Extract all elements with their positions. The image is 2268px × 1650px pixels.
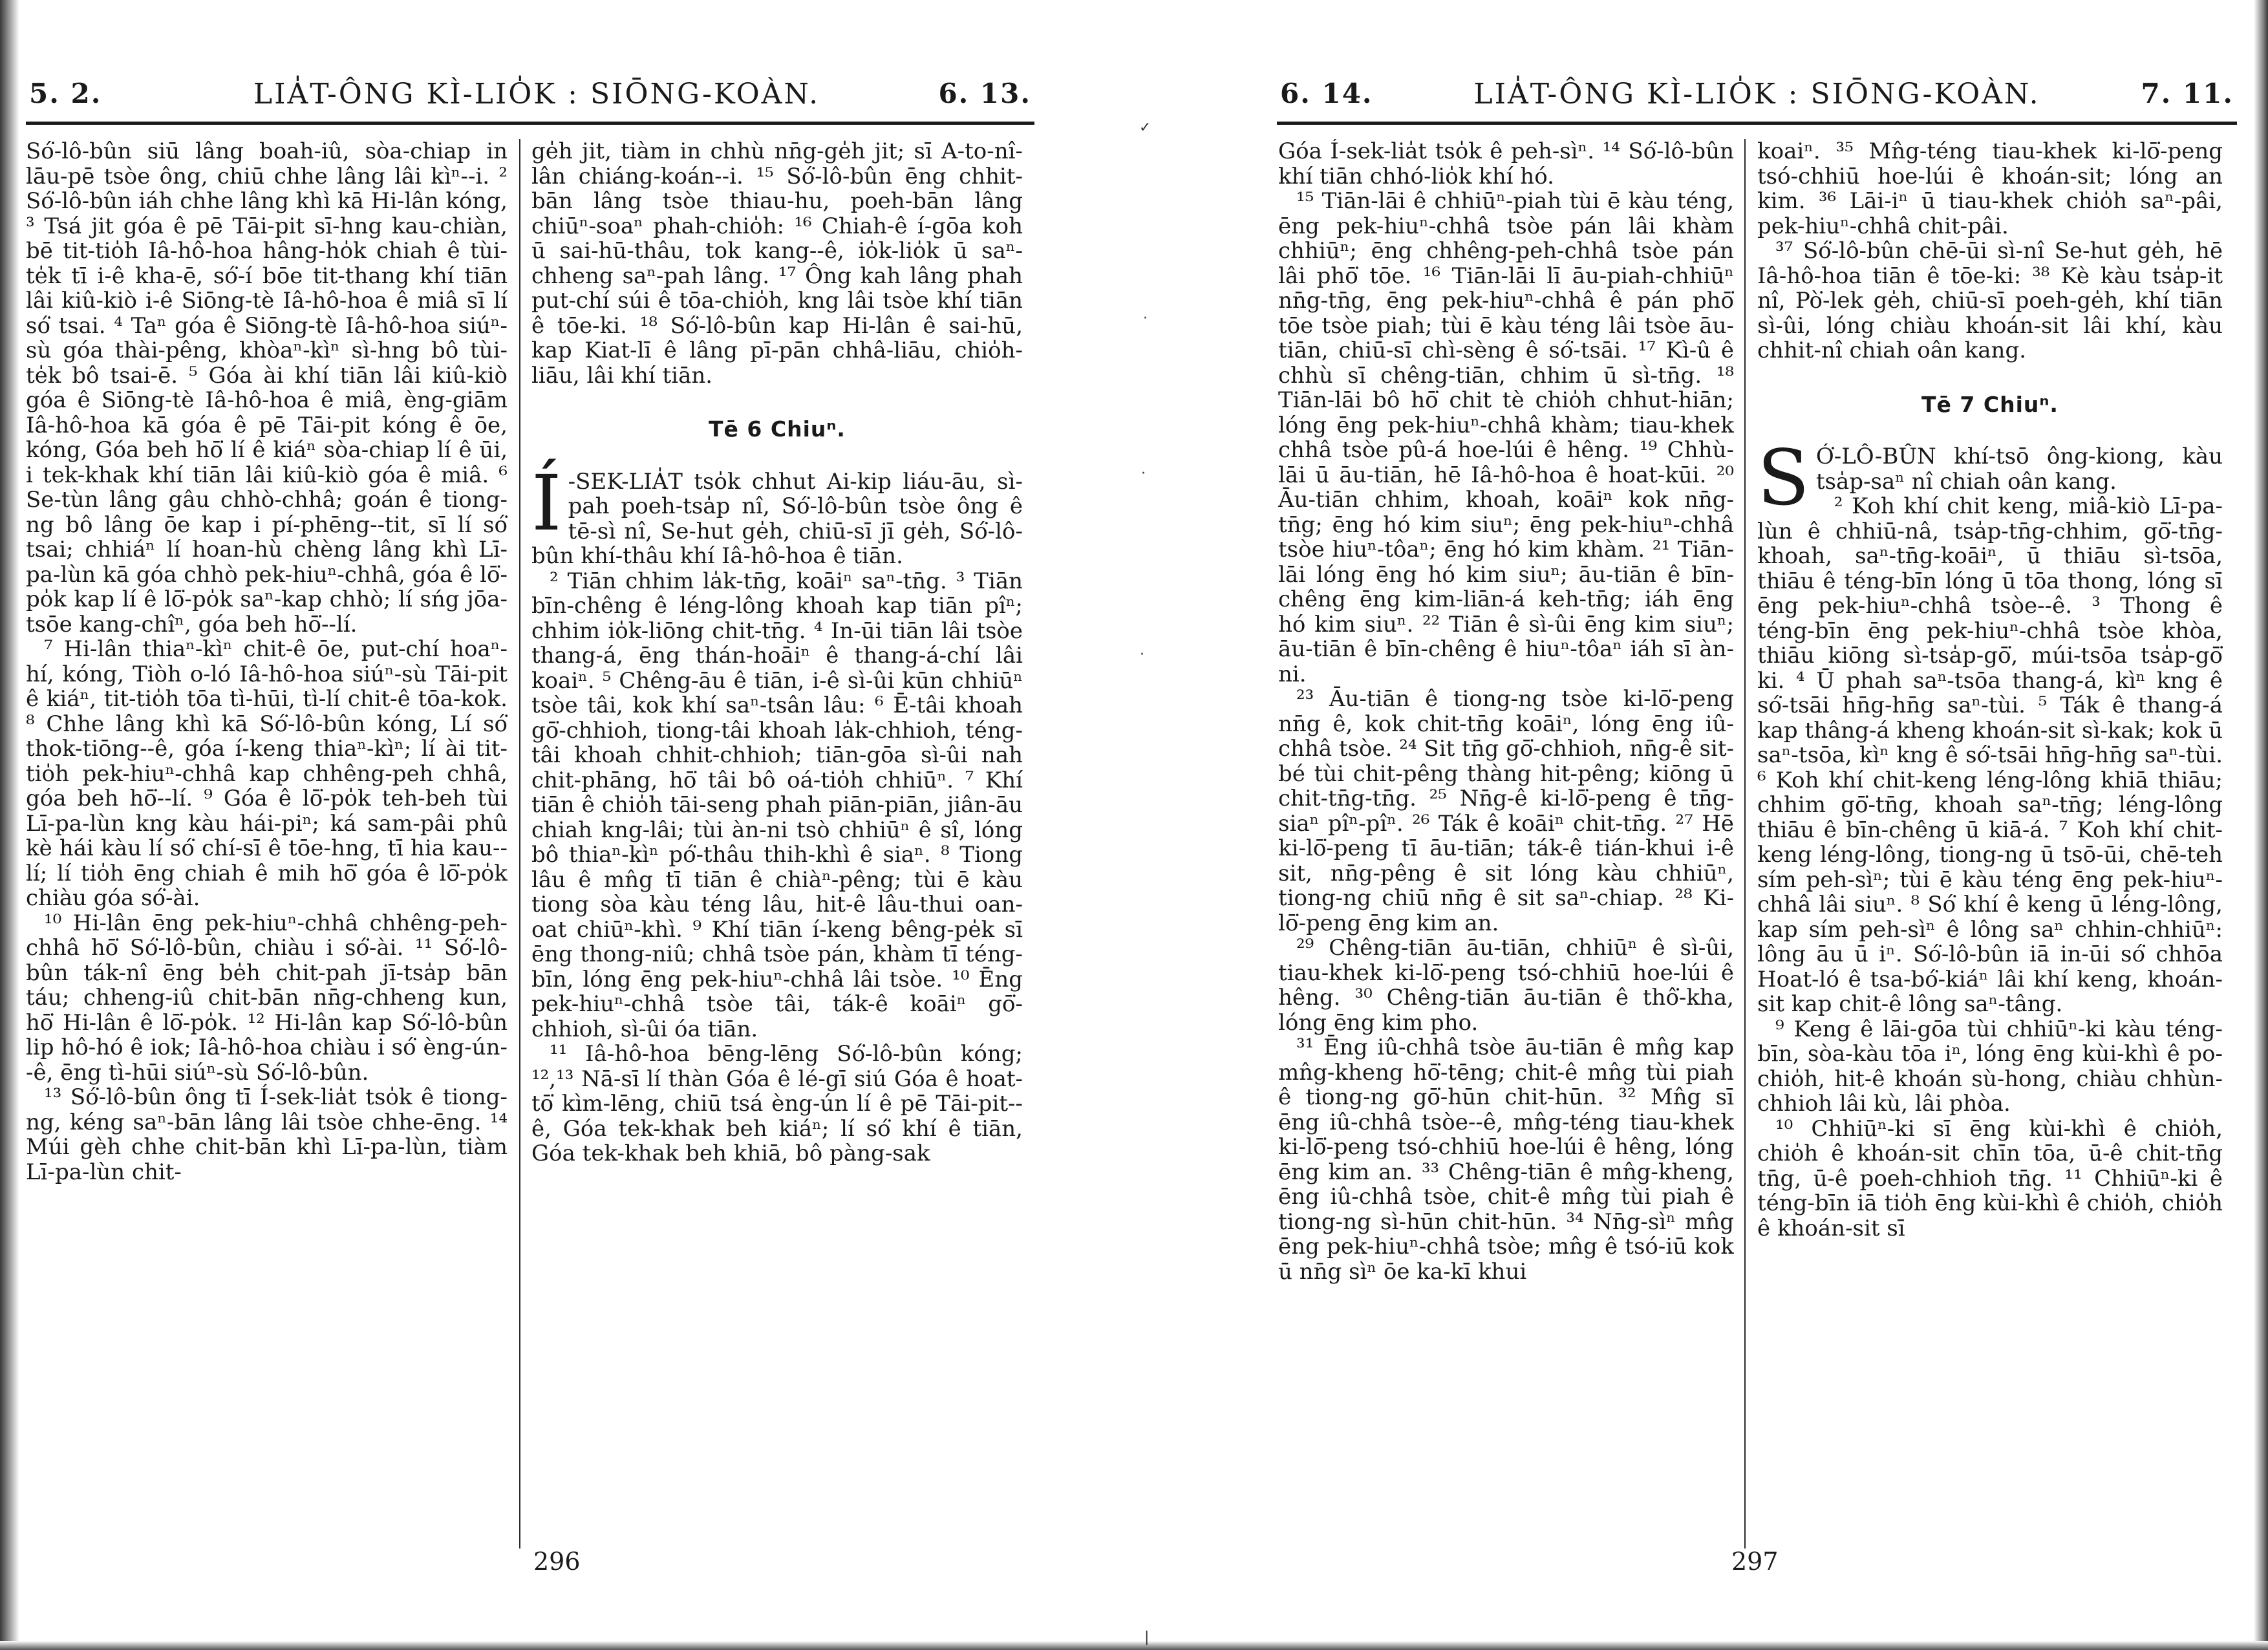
gutter-speck: | bbox=[1144, 1629, 1150, 1645]
page-number: 296 bbox=[533, 1547, 581, 1576]
paragraph: ¹⁵ Tiān-lāi ê chhiūⁿ-piah tùi ē kàu téng, ēng pek-hiuⁿ-chhâ tsòe pán lâi khàm chhiūⁿ; ēng chhêng-peh-chhâ tsòe pán lâi phō͘ tōe. ¹⁶ Tiān-lāi lī āu-piah-chhiūⁿ nn̄g-tn̄g, ēng pek-hiuⁿ-chhâ ê pán phō͘ tōe tsòe piah; tùi ē kàu téng lâi tsòe āu-tiān, chiū-sī chì-sèng ê só͘-tsāi. ¹⁷ Kì-û ê chhù sī chêng-tiān, chhim ū sì-tn̄g. ¹⁸ Tiān-lāi bô hō͘ chit tè chio̍h chhut-hiān; lóng ēng pek-hiuⁿ-chhâ khàm; tiau-khek chhâ tsòe pû-á hoe-lúi ê hêng. ¹⁹ Chhù-lāi ū āu-tiān, hē Iâ-hô-hoa ê hoat-kūi. ²⁰ Āu-tiān chhim, khoah, koāiⁿ kok nn̄g-tn̄g; ēng hó kim siuⁿ; ēng pek-hiuⁿ-chhâ tsòe hiuⁿ-tôaⁿ; ēng hó kim khàm. ²¹ Tiān-lāi lóng ēng hó kim siuⁿ; āu-tiān ê bīn-chêng ēng kim-liān-á keh-tn̄g; iáh ēng hó kim siuⁿ. ²² Tiān ê sì-ûi ēng kim siuⁿ; āu-tiān ê bīn-chêng ê hiuⁿ-tôaⁿ iáh sī àn-ni. bbox=[1278, 188, 1734, 687]
column-divider bbox=[519, 139, 520, 1548]
gutter-speck: ✓ bbox=[1139, 120, 1151, 136]
paragraph: ²³ Āu-tiān ê tiong-ng tsòe ki-lō͘-peng nn̄g ê, kok chit-tn̄g koāiⁿ, lóng ēng iû-chhâ tsòe. ²⁴ Sit tn̄g gō͘-chhioh, nn̄g-ê sit-bé tùi chit-pêng thàng hit-pêng; kiōng ū chit-tn̄g-tn̄g. ²⁵ Nn̄g-ê ki-lō͘-peng ê tn̄g-siaⁿ pîⁿ-pîⁿ. ²⁶ Ták ê koāiⁿ chit-tn̄g. ²⁷ Hē ki-lō͘-peng tī āu-tiān; ták-ê tián-khui i-ê sit, nn̄g-pêng ê sit lóng kàu chhiūⁿ, tiong-ng chiū nn̄g ê sit saⁿ-chiap. ²⁸ Ki-lō͘-peng ēng kim an. bbox=[1278, 686, 1734, 936]
right-page-column-2 bbox=[1757, 139, 2223, 1542]
paragraph: ge̍h jit, tiàm in chhù nn̄g-ge̍h jit; sī A-to-nî-lân chiáng-koán--i. ¹⁵ Só͘-lô-bûn ēng chhit-bān lâng tsòe thiau-hu, poeh-bān lâng chiūⁿ-soaⁿ phah-chio̍h: ¹⁶ Chiah-ê í-gōa koh ū sai-hū-thâu, tok kang--ê, io̍k-lio̍k ū saⁿ-chheng saⁿ-pah lâng. ¹⁷ Ông kah lâng phah put-chí súi ê tōa-chio̍h, kng lâi tsòe khí tiān ê tōe-ki. ¹⁸ Só͘-lô-bûn kap Hi-lân ê sai-hū, kap Kiat-lī ê lâng pī-pān chhâ-liāu, chio̍h-liāu, lâi khí tiān. bbox=[531, 139, 1023, 389]
paragraph: ² Koh khí chit keng, miâ-kiò Lī-pa-lùn ê chhiū-nâ, tsa̍p-tn̄g-chhim, gō͘-tn̄g-khoah, saⁿ-tn̄g-koāiⁿ, ū thiāu sì-tsōa, thiāu ê téng-bīn lóng ū tōa thong, lóng sī ēng pek-hiuⁿ-chhâ tsòe--ê. ³ Thong ê téng-bīn ēng pek-hiuⁿ-chhâ tsòe khòa, thiāu kiōng sì-tsa̍p-gō͘, múi-tsōa tsa̍p-gō͘ ki. ⁴ Ū phah saⁿ-tsōa thang-á, kìⁿ kng ê só͘-tsāi hn̄g-hn̄g saⁿ-tùi. ⁵ Ták ê thang-á kap thâng-á kheng khoán-sit sì-kak; kok ū saⁿ-tsōa, kìⁿ kng ê só͘-tsāi hn̄g-hn̄g saⁿ-tùi. ⁶ Koh khí chit-keng léng-lông khiā thiāu; chhim gō͘-tn̄g, khoah saⁿ-tn̄g; léng-lông thiāu ê bīn-chêng ū kiā-á. ⁷ Koh khí chit-keng léng-lông, tiong-ng ū tsō-ūi, chē-teh sím peh-sìⁿ; tùi ē kàu téng ēng pek-hiuⁿ-chhâ lâi siuⁿ. ⁸ Só͘ khí ê keng ū léng-lông, kap sím peh-sìⁿ ê lông saⁿ chhin-chhiūⁿ: lông āu ū iⁿ. Só͘-lô-bûn iā in-ūi só͘ chhōa Hoat-ló ê tsa-bó͘-kiáⁿ lâi khí keng, khoán-sit kap chit-ê lông saⁿ-tâng. bbox=[1757, 493, 2223, 1017]
left-page-column-2 bbox=[531, 139, 1023, 1542]
right-header-ref-start: 6. 14. bbox=[1280, 78, 1373, 109]
chapter-heading: Tē 7 Chiuⁿ. bbox=[1921, 391, 2059, 417]
right-page bbox=[1277, 0, 2237, 1650]
scan-edge-right bbox=[2254, 0, 2268, 1650]
right-page-column-1 bbox=[1278, 139, 1734, 1542]
paragraph: Só͘-lô-bûn siū lâng boah-iû, sòa-chiap in lāu-pē tsòe ông, chiū chhe lâng lâi kìⁿ--i. ² Só͘-lô-bûn iáh chhe lâng khì kā Hi-lân kóng, ³ Tsá jit góa ê pē Tāi-pit sī-hng kau-chiàn, bē tit-tio̍h Iâ-hô-hoa hâng-ho̍k chiah ê tùi-te̍k tī i-ê kha-ē, só͘-í bōe tit-thang khí tiān lâi kiû-kiò i-ê Siōng-tè Iâ-hô-hoa ê miâ sī lí só͘ tsai. ⁴ Taⁿ góa ê Siōng-tè Iâ-hô-hoa siúⁿ-sù góa thài-pêng, khòaⁿ-kìⁿ sì-hng bô tùi-te̍k bô tsai-ē. ⁵ Góa ài khí tiān lâi kiû-kiò góa ê Siōng-tè Iâ-hô-hoa ê miâ, èng-giām Iâ-hô-hoa kā góa ê pē Tāi-pit kóng ê ōe, kóng, Góa beh hō͘ lí ê kiáⁿ sòa-chiap lí ê ūi, i tek-khak khí tiān lâi kiû-kiò góa ê miâ. ⁶ Se-tùn lâng gâu chhò-chhâ; goán ê tiong-ng bô lâng ōe kap i pí-phēng--tit, sī lí só͘ tsai; chhiáⁿ lí hoan-hù chèng lâng khì Lī-pa-lùn kā góa chhò pek-hiuⁿ-chhâ, góa ê lō͘-po̍k kap lí ê lō͘-po̍k saⁿ-kap chhò; lí sńg jōa-tsōe kang-chîⁿ, góa beh hō͘--lí. bbox=[26, 139, 508, 638]
left-header-title: LIA̍T-ÔNG KÌ-LIO̍K : SIŌNG-KOÀN. bbox=[253, 78, 820, 111]
left-page-header bbox=[26, 70, 1034, 125]
right-header-ref-end: 7. 11. bbox=[2141, 78, 2234, 109]
drop-cap: Í bbox=[531, 458, 562, 548]
paragraph: ⁹ Keng ê lāi-gōa tùi chhiūⁿ-ki kàu téng-bīn, sòa-kàu tōa iⁿ, lóng ēng kùi-khì ê po-chio̍h, hit-ê khoán sù-hong, chiàu chhùn-chhioh lâi kù, lâi phòa. bbox=[1757, 1016, 2223, 1117]
chapter-opening-paragraph bbox=[531, 458, 1023, 569]
left-page-column-1 bbox=[26, 139, 508, 1542]
paragraph: ²⁹ Chêng-tiān āu-tiān, chhiūⁿ ê sì-ûi, tiau-khek ki-lō͘-peng tsó-chhiū hoe-lúi ê hêng. ³⁰ Chêng-tiān āu-tiān ê thô͘-kha, lóng ēng kim pho. bbox=[1278, 935, 1734, 1036]
left-header-ref-start: 5. 2. bbox=[29, 78, 102, 109]
paragraph: ¹³ Só͘-lô-bûn ông tī Í-sek-lia̍t tso̍k ê tiong-ng, kéng saⁿ-bān lâng lâi tsòe chhe-ēng. ¹⁴ Múi gèh chhe chit-bān khì Lī-pa-lùn, tiàm Lī-pa-lùn chit- bbox=[26, 1084, 508, 1185]
paragraph: ¹¹ Iâ-hô-hoa bēng-lēng Só͘-lô-bûn kóng; ¹²,¹³ Nā-sī lí thàn Góa ê lé-gī siú Góa ê hoat-tō͘ kìm-lēng, chiū tsá èng-ún lí ê pē Tāi-pit--ê, Góa tek-khak beh kiáⁿ; lí só͘ khí ê tiān, Góa tek-khak beh khiā, bô pàng-sak bbox=[531, 1041, 1023, 1166]
paragraph: ⁷ Hi-lân thiaⁿ-kìⁿ chit-ê ōe, put-chí hoaⁿ-hí, kóng, Tiòh o-ló Iâ-hô-hoa siúⁿ-sù Tāi-pit ê kiáⁿ, tit-tio̍h tōa tì-hūi, tì-lí chit-ê tōa-kok. ⁸ Chhe lâng khì kā Só͘-lô-bûn kóng, Lí só͘ thok-tiōng--ê, góa í-keng thiaⁿ-kìⁿ; lí ài tit-tio̍h pek-hiuⁿ-chhâ kap chhêng-peh chhâ, góa beh hō͘--lí. ⁹ Góa ê lō͘-po̍k teh-beh tùi Lī-pa-lùn kng kàu hái-piⁿ; ká sam-pâi phû kè hái kàu lí só͘ chí-sī ê tōe-hng, tī hia kau--lí; lí tio̍h ēng chiah ê mih hō͘ góa ê lō͘-po̍k chiàu góa só͘-ài. bbox=[26, 636, 508, 911]
chapter-opening-text: -SEK-LIA̍T tso̍k chhut Ai-kip liáu-āu, sì-pah poeh-tsa̍p nî, Só͘-lô-bûn tsòe ông ê tē-sì nî, Se-hut ge̍h, chiū-sī jī ge̍h, Só͘-lô-bûn khí-thâu khí Iâ-hô-hoa ê tiān. bbox=[531, 468, 1023, 569]
left-page bbox=[26, 0, 1034, 1650]
paragraph: ³⁷ Só͘-lô-bûn chē-ūi sì-nî Se-hut ge̍h, hē Iâ-hô-hoa tiān ê tōe-ki: ³⁸ Kè kàu tsa̍p-it nî, Pò͘-lek ge̍h, chiū-sī poeh-ge̍h, khí tiān sì-ûi, lóng chiàu khoán-sit lâi khí, kàu chhit-nî chiah oân kang. bbox=[1757, 238, 2223, 363]
chapter-opening-text: Ó͘-LÔ-BÛN khí-tsō ông-kiong, kàu tsa̍p-saⁿ nî chiah oân kang. bbox=[1815, 444, 2223, 495]
scan-edge-left bbox=[0, 0, 19, 1650]
paragraph: ³¹ Ēng iû-chhâ tsòe āu-tiān ê mn̂g kap mn̂g-kheng hō͘-tēng; chit-ê mn̂g tùi piah ê tiong-ng gō͘-hūn chit-hūn. ³² Mn̂g sī ēng iû-chhâ tsòe--ê, mn̂g-téng tiau-khek ki-lō͘-peng tsó-chhiū hoe-lúi ê hêng, lóng ēng kim an. ³³ Chêng-tiān ê mn̂g-kheng, ēng iû-chhâ tsòe, chit-ê mn̂g tùi piah ê tiong-ng sì-hūn chit-hūn. ³⁴ Nn̄g-sìⁿ mn̂g ēng pek-hiuⁿ-chhâ tsòe; mn̂g ê tsó-iū kok ū nn̄g sìⁿ ōe ka-kī khui bbox=[1278, 1034, 1734, 1285]
gutter-speck: · bbox=[1141, 466, 1146, 482]
chapter-opening-paragraph bbox=[1757, 433, 2223, 522]
gutter-speck: · bbox=[1140, 647, 1144, 663]
column-divider bbox=[1744, 139, 1746, 1548]
gutter-speck: · bbox=[1143, 310, 1148, 327]
page-number: 297 bbox=[1731, 1547, 1779, 1576]
right-page-header bbox=[1277, 70, 2237, 125]
drop-cap: S bbox=[1757, 433, 1810, 522]
left-header-ref-end: 6. 13. bbox=[938, 78, 1031, 109]
paragraph: koaiⁿ. ³⁵ Mn̂g-téng tiau-khek ki-lō͘-peng tsó-chhiū hoe-lúi ê khoán-sit; lóng an kim. ³⁶ Lāi-iⁿ ū tiau-khek chio̍h saⁿ-pâi, pek-hiuⁿ-chhâ chit-pâi. bbox=[1757, 139, 2223, 239]
chapter-heading: Tē 6 Chiuⁿ. bbox=[709, 416, 846, 442]
right-header-title: LIA̍T-ÔNG KÌ-LIO̍K : SIŌNG-KOÀN. bbox=[1473, 78, 2040, 111]
paragraph: ² Tiān chhim la̍k-tn̄g, koāiⁿ saⁿ-tn̄g. ³ Tiān bīn-chêng ê léng-lông khoah kap tiān pîⁿ; chhim io̍k-liōng chit-tn̄g. ⁴ In-ūi tiān lâi tsòe thang-á, ēng thán-hoāiⁿ ê thang-á-chí lâi koaiⁿ. ⁵ Chêng-āu ê tiān, i-ê sì-ûi kūn chhiūⁿ tsòe tâi, kok khí saⁿ-tsân lâu: ⁶ Ē-tâi khoah gō͘-chhioh, tiong-tâi khoah la̍k-chhioh, téng-tâi khoah chhit-chhioh; tiān-gōa sì-ûi nah chit-phāng, hō͘ tâi bô oá-tio̍h chhiūⁿ. ⁷ Khí tiān ê chio̍h tāi-seng phah piān-piān, jiân-āu chiah kng-lâi; tùi àn-ni tsò chhiūⁿ ê sî, lóng bô thiaⁿ-kìⁿ pó͘-thâu thih-khì ê siaⁿ. ⁸ Tiong lâu ê mn̂g tī tiān ê chiàⁿ-pêng; tùi ē kàu tiong sòa kàu téng lâu, hit-ê lâu-thui oan-oat chiūⁿ-khì. ⁹ Khí tiān í-keng bêng-pe̍k sī ēng thong-niû; chhâ tsòe pán, khàm tī téng-bīn, lóng ēng pek-hiuⁿ-chhâ lâi tsòe. ¹⁰ Ēng pek-hiuⁿ-chhâ tsòe tâi, ták-ê koāiⁿ gō͘-chhioh, sì-ûi óa tiān. bbox=[531, 568, 1023, 1042]
paragraph: ¹⁰ Chhiūⁿ-ki sī ēng kùi-khì ê chio̍h, chio̍h ê khoán-sit chīn tōa, ū-ê chit-tn̄g tn̄g, ū-ê poeh-chhioh tn̄g. ¹¹ Chhiūⁿ-ki ê téng-bīn iā tio̍h ēng kùi-khì ê chio̍h, chio̍h ê khoán-sit sī bbox=[1757, 1115, 2223, 1241]
paragraph: ¹⁰ Hi-lân ēng pek-hiuⁿ-chhâ chhêng-peh-chhâ hō͘ Só͘-lô-bûn, chiàu i só͘-ài. ¹¹ Só͘-lô-bûn ták-nî ēng be̍h chit-pah jī-tsa̍p bān táu; chheng-iû chit-bān nn̄g-chheng kun, hō͘ Hi-lân ê lō͘-po̍k. ¹² Hi-lân kap Só͘-lô-bûn lip hô-hó ê iok; Iâ-hô-hoa chiàu i só͘ èng-ún--ê, ēng tì-hūi siúⁿ-sù Só͘-lô-bûn. bbox=[26, 910, 508, 1086]
paragraph: Góa Í-sek-lia̍t tso̍k ê peh-sìⁿ. ¹⁴ Só͘-lô-bûn khí tiān chhó-lio̍k khí hó. bbox=[1278, 139, 1734, 189]
